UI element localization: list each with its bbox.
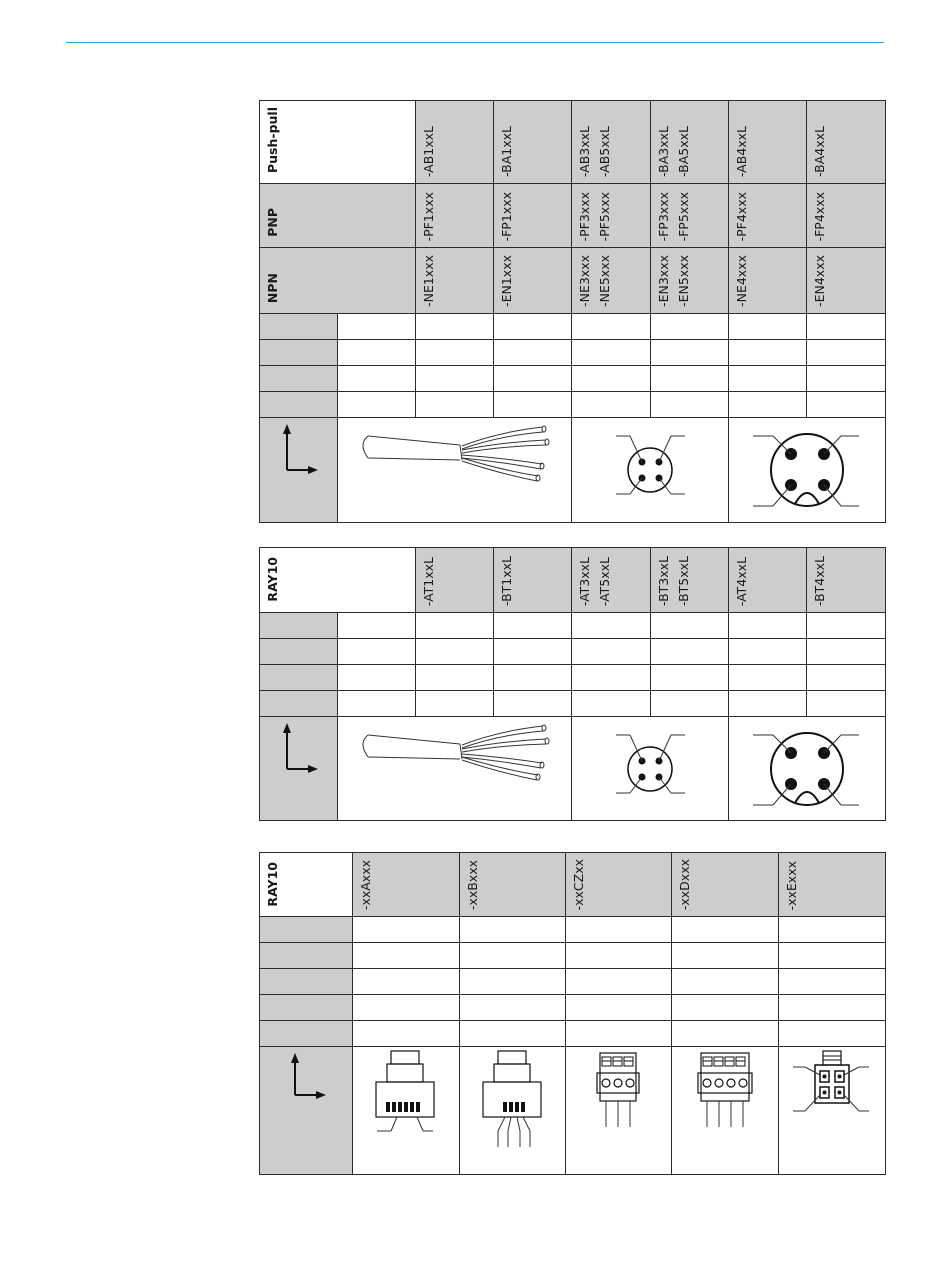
table-row xyxy=(260,969,886,995)
code-cell xyxy=(572,248,651,314)
code-cell xyxy=(651,548,729,613)
code-text: -AT4xxL xyxy=(734,556,749,606)
table-row xyxy=(260,917,886,943)
m12-connector-icon xyxy=(729,717,886,817)
code-cell xyxy=(729,184,807,248)
code-text: -PF1xxx xyxy=(421,191,436,242)
table-2 xyxy=(259,547,885,821)
code-text: -xxAxxx xyxy=(358,860,373,911)
table-row xyxy=(260,665,886,691)
code-text: -NE5xxx xyxy=(597,255,612,308)
code-text: -AT5xxL xyxy=(597,556,612,606)
m8-connector-icon xyxy=(572,717,729,817)
code-cell xyxy=(460,853,566,917)
table-row xyxy=(260,995,886,1021)
code-text: -NE3xxx xyxy=(577,255,592,308)
code-cell xyxy=(651,184,729,248)
cable-cell xyxy=(338,418,572,523)
arrow-corner-cell xyxy=(260,717,338,821)
code-cell xyxy=(807,101,886,184)
code-cell xyxy=(416,548,494,613)
code-cell xyxy=(807,248,886,314)
row-label: RAY10 xyxy=(265,557,280,602)
code-cell xyxy=(416,184,494,248)
code-text: -PF5xxx xyxy=(597,191,612,242)
code-text: -BA5xxL xyxy=(676,126,691,178)
table-row xyxy=(260,392,886,418)
code-text: -FP5xxx xyxy=(676,191,691,242)
spring-connector-icon xyxy=(779,1047,885,1171)
table-1 xyxy=(259,100,885,523)
code-text: -EN1xxx xyxy=(499,255,514,308)
header-ray10 xyxy=(260,548,416,613)
table-3 xyxy=(259,852,885,1175)
code-cell xyxy=(651,248,729,314)
code-cell xyxy=(729,101,807,184)
arrow-corner-icon xyxy=(260,1047,353,1171)
code-cell xyxy=(494,101,572,184)
code-text: -BT3xxL xyxy=(656,556,671,606)
code-text: -xxCZxx xyxy=(571,859,586,911)
rj-6pin-cell xyxy=(353,1047,460,1175)
cable-cell xyxy=(338,717,572,821)
code-cell xyxy=(494,184,572,248)
code-cell xyxy=(779,853,886,917)
code-cell xyxy=(416,101,494,184)
terminal-3pin-icon xyxy=(566,1047,672,1171)
code-cell xyxy=(494,248,572,314)
code-text: -AT3xxL xyxy=(577,556,592,606)
cable-icon xyxy=(338,717,572,817)
code-text: -EN5xxx xyxy=(676,255,691,308)
code-cell xyxy=(672,853,779,917)
code-text: -EN3xxx xyxy=(656,255,671,308)
header-ray10 xyxy=(260,853,353,917)
code-text: -FP4xxx xyxy=(812,191,827,242)
header-npn xyxy=(260,248,416,314)
row-label: PNP xyxy=(265,208,280,238)
header-rule xyxy=(66,42,884,43)
code-cell xyxy=(353,853,460,917)
rj-connector-4pin-icon xyxy=(460,1047,566,1171)
table-row xyxy=(260,314,886,340)
code-text: -AB3xxL xyxy=(577,125,592,178)
code-text: -BA3xxL xyxy=(656,126,671,178)
spring-connector-cell xyxy=(779,1047,886,1175)
code-text: -BT5xxL xyxy=(676,556,691,606)
code-text: -NE4xxx xyxy=(734,255,749,308)
terminal-4pin-icon xyxy=(672,1047,779,1171)
code-text: -FP3xxx xyxy=(656,191,671,242)
cable-icon xyxy=(338,418,572,518)
code-text: -BA4xxL xyxy=(812,126,827,178)
code-text: -EN4xxx xyxy=(812,255,827,308)
code-text: -AB5xxL xyxy=(597,125,612,178)
code-cell xyxy=(807,184,886,248)
row-label: NPN xyxy=(265,272,280,304)
code-text: -BT1xxL xyxy=(499,556,514,606)
code-text: -AT1xxL xyxy=(421,556,436,606)
m12-connector-cell xyxy=(729,717,886,821)
table-row xyxy=(260,691,886,717)
code-cell xyxy=(729,248,807,314)
table-row xyxy=(260,340,886,366)
table-row xyxy=(260,366,886,392)
code-text: -PF4xxx xyxy=(734,191,749,242)
table-row xyxy=(260,639,886,665)
code-text: -PF3xxx xyxy=(577,191,592,242)
code-text: -AB1xxL xyxy=(421,125,436,178)
m12-connector-cell xyxy=(729,418,886,523)
row-label: Push-pull xyxy=(265,107,280,174)
m8-connector-cell xyxy=(572,418,729,523)
header-pnp xyxy=(260,184,416,248)
rj-4pin-cell xyxy=(460,1047,566,1175)
code-text: -NE1xxx xyxy=(421,255,436,308)
rj-connector-6pin-icon xyxy=(353,1047,459,1171)
code-text: -FP1xxx xyxy=(499,191,514,242)
code-cell xyxy=(566,853,672,917)
code-cell xyxy=(807,548,886,613)
arrow-corner-icon xyxy=(260,717,338,817)
code-cell xyxy=(651,101,729,184)
row-label: RAY10 xyxy=(265,861,280,907)
table-row xyxy=(260,1021,886,1047)
code-cell xyxy=(416,248,494,314)
terminal-4pin-cell xyxy=(672,1047,779,1175)
code-text: -xxBxxx xyxy=(465,860,480,911)
arrow-corner-cell xyxy=(260,1047,353,1175)
code-text: -xxDxxx xyxy=(677,859,692,911)
code-cell xyxy=(572,548,651,613)
terminal-3pin-cell xyxy=(566,1047,672,1175)
code-cell xyxy=(572,184,651,248)
code-cell xyxy=(572,101,651,184)
code-cell xyxy=(494,548,572,613)
code-text: -BA1xxL xyxy=(499,126,514,178)
m8-connector-icon xyxy=(572,418,729,518)
code-text: -BT4xxL xyxy=(812,556,827,606)
arrow-corner-cell xyxy=(260,418,338,523)
header-push-pull xyxy=(260,101,416,184)
table-row xyxy=(260,943,886,969)
code-cell xyxy=(729,548,807,613)
code-text: -AB4xxL xyxy=(734,125,749,178)
arrow-corner-icon xyxy=(260,418,338,518)
m8-connector-cell xyxy=(572,717,729,821)
table-row xyxy=(260,613,886,639)
code-text: -xxExxx xyxy=(784,861,799,911)
m12-connector-icon xyxy=(729,418,886,518)
